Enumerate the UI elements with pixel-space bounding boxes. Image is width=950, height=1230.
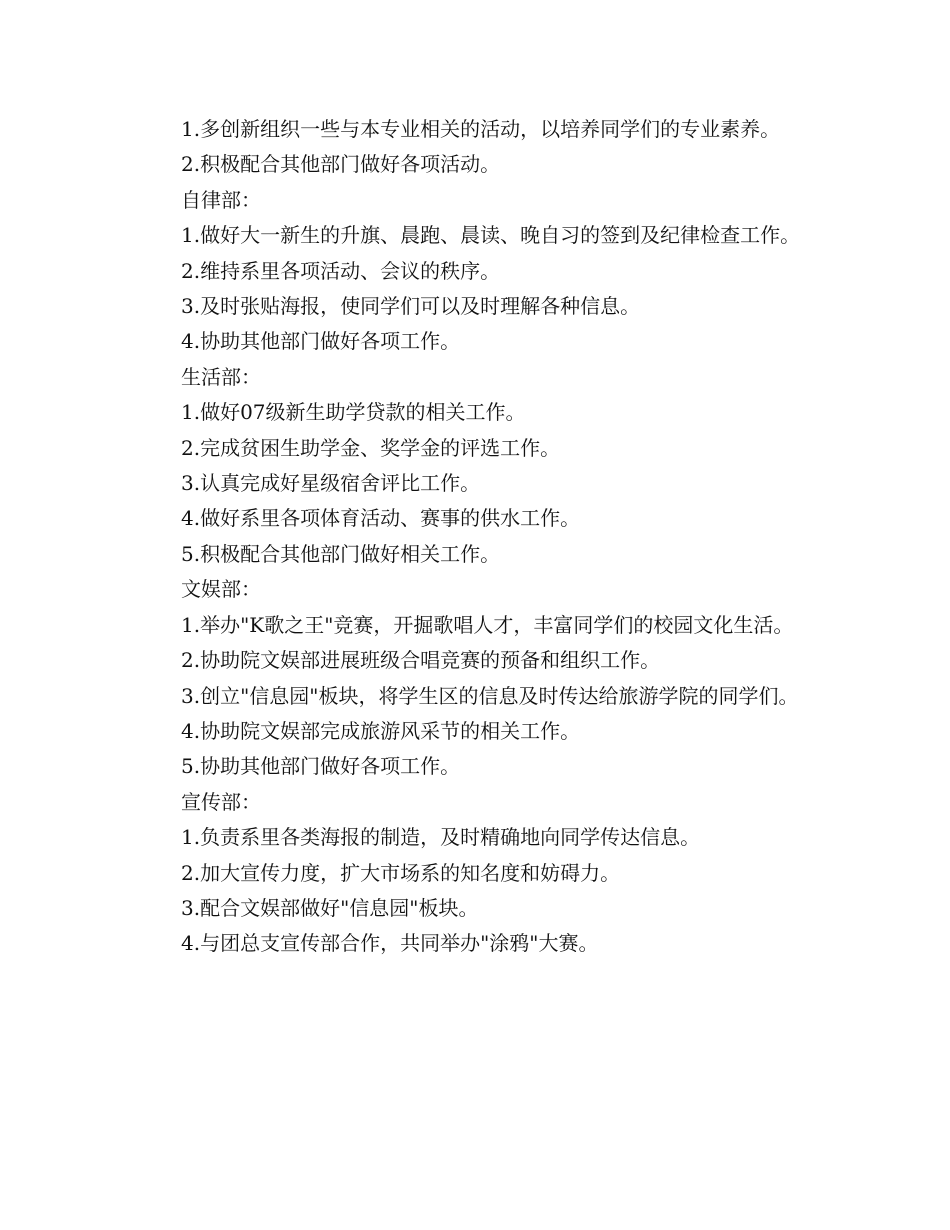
- paragraph: 3.及时张贴海报，使同学们可以及时理解各种信息。: [181, 294, 641, 319]
- paragraph: 1.做好07级新生助学贷款的相关工作。: [181, 400, 526, 425]
- section-heading-publicity: 宣传部：: [181, 789, 261, 814]
- paragraph: 1.多创新组织一些与本专业相关的活动，以培养同学们的专业素养。: [181, 117, 781, 141]
- paragraph: 1.举办"K歌之王"竞赛，开掘歌唱人才，丰富同学们的校园文化生活。: [181, 612, 794, 637]
- paragraph: 1.负责系里各类海报的制造，及时精确地向同学传达信息。: [181, 825, 701, 850]
- paragraph: 2.加大宣传力度，扩大市场系的知名度和妨碍力。: [181, 860, 621, 885]
- paragraph: 2.维持系里各项活动、会议的秩序。: [181, 258, 501, 283]
- paragraph: 2.完成贫困生助学金、奖学金的评选工作。: [181, 435, 561, 460]
- paragraph: 5.积极配合其他部门做好相关工作。: [181, 541, 501, 566]
- paragraph: 2.积极配合其他部门做好各项活动。: [181, 152, 501, 177]
- document-body: [141, 112, 813, 962]
- paragraph: 4.做好系里各项体育活动、赛事的供水工作。: [181, 506, 581, 531]
- section-heading-self-discipline: 自律部：: [181, 187, 261, 212]
- paragraph: 1.做好大一新生的升旗、晨跑、晨读、晚自习的签到及纪律检查工作。: [181, 223, 801, 248]
- paragraph: 4.与团总支宣传部合作，共同举办"涂鸦"大赛。: [181, 931, 599, 956]
- section-heading-life: 生活部：: [181, 364, 261, 389]
- paragraph: 5.协助其他部门做好各项工作。: [181, 754, 461, 779]
- paragraph: 3.认真完成好星级宿舍评比工作。: [181, 471, 481, 496]
- paragraph: 3.配合文娱部做好"信息园"板块。: [181, 895, 479, 920]
- paragraph: 2.协助院文娱部进展班级合唱竞赛的预备和组织工作。: [181, 648, 661, 673]
- paragraph: 4.协助其他部门做好各项工作。: [181, 329, 461, 354]
- paragraph: 3.创立"信息园"板块，将学生区的信息及时传达给旅游学院的同学们。: [181, 683, 799, 708]
- paragraph: 4.协助院文娱部完成旅游风采节的相关工作。: [181, 718, 581, 743]
- section-heading-entertainment: 文娱部：: [181, 577, 261, 602]
